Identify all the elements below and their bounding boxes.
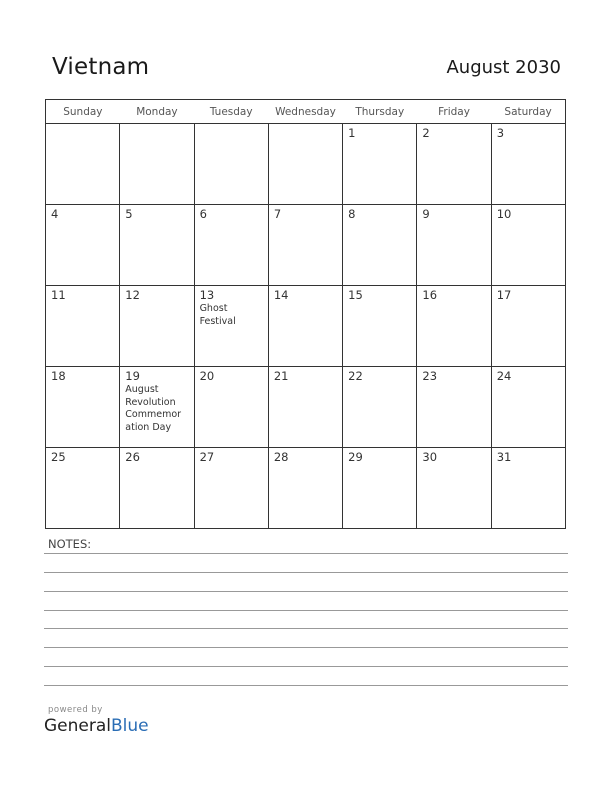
day-cell	[194, 448, 268, 529]
day-number: 6	[199, 207, 207, 221]
day-number: 15	[348, 288, 363, 302]
day-number: 31	[496, 450, 512, 464]
day-number: 9	[422, 207, 430, 221]
notes-label: NOTES:	[48, 537, 92, 551]
day-number: 3	[496, 126, 505, 140]
holiday-label: ation Day	[125, 421, 172, 433]
day-cell	[343, 124, 417, 205]
day-cell	[491, 124, 565, 205]
note-line	[44, 572, 568, 573]
day-cell	[268, 286, 342, 367]
day-cell	[491, 448, 565, 529]
day-cell	[343, 367, 417, 448]
day-number: 14	[273, 288, 289, 302]
weekday-header-row	[46, 100, 566, 124]
country-title: Vietnam	[52, 54, 150, 80]
week-row	[46, 124, 566, 205]
day-cell	[120, 448, 194, 529]
weekday-friday: Friday	[417, 100, 491, 124]
day-number: 21	[273, 369, 289, 383]
note-line	[44, 591, 568, 592]
day-cell	[194, 124, 268, 205]
brand-general: General	[44, 716, 111, 736]
month-title: August 2030	[446, 57, 561, 78]
day-cell	[268, 205, 342, 286]
day-cell	[46, 448, 120, 529]
day-cell	[46, 367, 120, 448]
week-row	[46, 367, 566, 448]
day-number: 25	[51, 450, 66, 464]
day-cell	[491, 205, 565, 286]
day-number: 17	[496, 288, 512, 302]
note-line	[44, 628, 568, 629]
note-line	[44, 666, 568, 667]
day-number: 29	[348, 450, 363, 464]
day-cell	[268, 124, 342, 205]
day-cell	[417, 448, 491, 529]
day-cell	[343, 448, 417, 529]
day-number: 11	[51, 288, 66, 302]
day-cell	[46, 205, 120, 286]
day-number: 1	[348, 126, 356, 140]
note-line	[44, 553, 568, 554]
holiday-label: August	[125, 384, 159, 395]
weekday-saturday: Saturday	[491, 100, 565, 124]
day-number: 24	[496, 369, 512, 383]
day-number: 8	[348, 207, 356, 221]
day-cell	[120, 367, 194, 448]
day-cell	[343, 205, 417, 286]
day-cell	[268, 367, 342, 448]
calendar-grid	[45, 99, 566, 529]
day-cell	[120, 286, 194, 367]
holiday-label: Revolution	[125, 396, 176, 408]
powered-by-text: powered by	[48, 705, 103, 715]
day-cell	[120, 205, 194, 286]
note-line	[44, 685, 568, 686]
day-cell	[417, 286, 491, 367]
day-number: 12	[125, 288, 140, 302]
note-line	[44, 647, 568, 648]
day-cell	[194, 286, 268, 367]
holiday-label: Festival	[199, 315, 236, 327]
day-cell	[491, 367, 565, 448]
day-number: 22	[348, 369, 363, 383]
day-cell	[417, 367, 491, 448]
day-cell	[194, 205, 268, 286]
week-row	[46, 286, 566, 367]
day-cell	[194, 367, 268, 448]
day-number: 5	[125, 207, 133, 221]
day-number: 2	[422, 126, 430, 140]
weekday-tuesday: Tuesday	[194, 100, 268, 124]
weekday-thursday: Thursday	[343, 100, 417, 124]
weekday-monday: Monday	[120, 100, 194, 124]
day-number: 20	[199, 369, 215, 383]
day-number: 16	[422, 288, 438, 302]
day-number: 10	[496, 207, 512, 221]
holiday-label: Commemor	[125, 409, 182, 420]
day-cell	[343, 286, 417, 367]
day-cell	[120, 124, 194, 205]
generalblue-logo	[44, 716, 149, 736]
day-number: 23	[422, 369, 438, 383]
day-cell	[491, 286, 565, 367]
day-cell	[417, 124, 491, 205]
week-row	[46, 448, 566, 529]
day-number: 13	[199, 288, 215, 302]
day-number: 27	[199, 450, 215, 464]
brand-blue: Blue	[111, 716, 149, 736]
week-row	[46, 205, 566, 286]
day-number: 30	[422, 450, 438, 464]
weekday-sunday: Sunday	[46, 100, 120, 124]
day-cell	[268, 448, 342, 529]
day-number: 4	[51, 207, 59, 221]
day-cell	[46, 286, 120, 367]
day-number: 18	[51, 369, 66, 383]
day-number: 28	[273, 450, 289, 464]
day-number: 7	[273, 207, 282, 221]
weekday-wednesday: Wednesday	[268, 100, 342, 124]
day-number: 26	[125, 450, 140, 464]
holiday-label: Ghost	[199, 303, 228, 314]
note-line	[44, 610, 568, 611]
day-cell	[417, 205, 491, 286]
day-cell	[46, 124, 120, 205]
day-number: 19	[125, 369, 140, 383]
